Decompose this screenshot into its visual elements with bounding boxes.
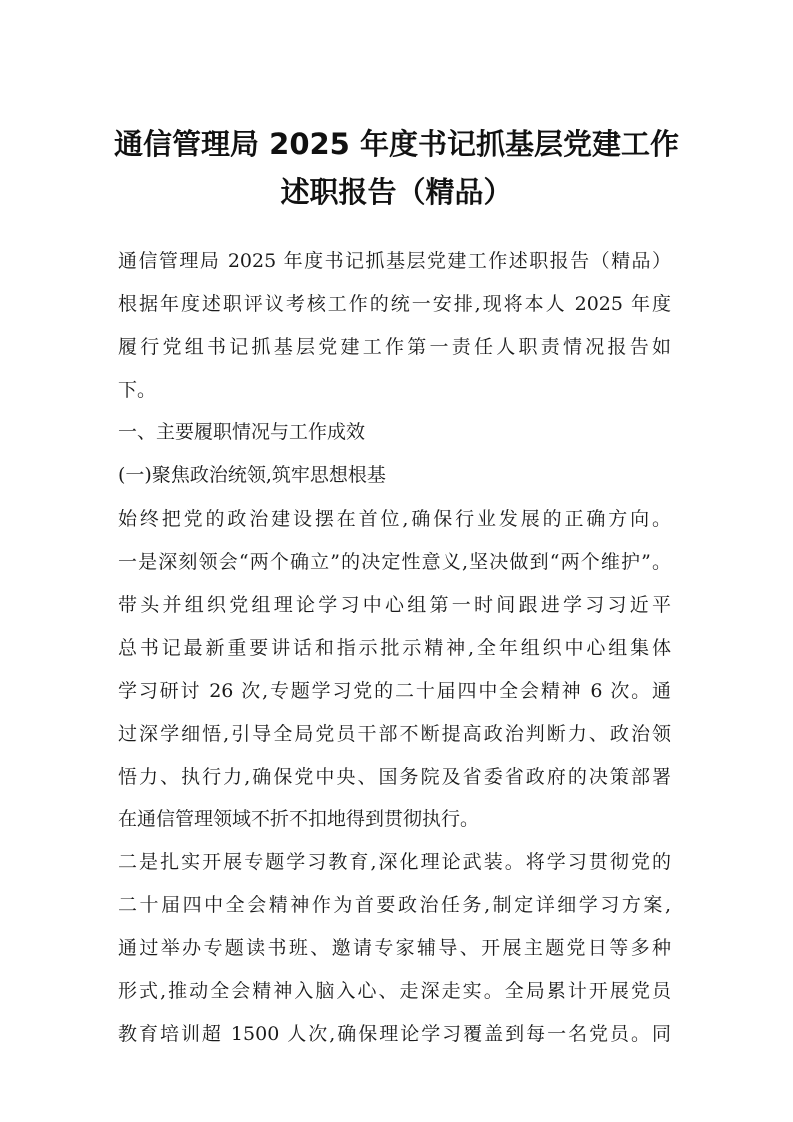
paragraph-line: 总书记最新重要讲话和指示批示精神,全年组织中心组集体 (118, 637, 671, 659)
paragraph-line: 过深学细悟,引导全局党员干部不断提高政治判断力、政治领 (118, 723, 671, 745)
paragraph-line: 二十届四中全会精神作为首要政治任务,制定详细学习方案, (118, 894, 671, 916)
paragraph-line: 始终把党的政治建设摆在首位,确保行业发展的正确方向。 (118, 508, 671, 530)
paragraph-line: 在通信管理领域不折不扣地得到贯彻执行。 (118, 808, 480, 830)
paragraph-line: 二是扎实开展专题学习教育,深化理论武装。将学习贯彻党的 (118, 851, 671, 873)
paragraph-line: 悟力、执行力,确保党中央、国务院及省委省政府的决策部署 (118, 766, 671, 788)
subsection-heading: (一)聚焦政治统领,筑牢思想根基 (118, 464, 386, 486)
document-title-line-2: 述职报告（精品） (280, 175, 513, 209)
paragraph-line: 通过举办专题读书班、邀请专家辅导、开展主题党日等多种 (118, 937, 671, 959)
paragraph-line: 形式,推动全会精神入脑入心、走深走实。全局累计开展党员 (118, 980, 671, 1002)
paragraph-line: 履行党组书记抓基层党建工作第一责任人职责情况报告如 (118, 336, 671, 358)
paragraph-line: 通信管理局 2025 年度书记抓基层党建工作述职报告（精品） (118, 250, 671, 272)
paragraph-line: 下。 (118, 379, 157, 401)
paragraph-line: 根据年度述职评议考核工作的统一安排,现将本人 2025 年度 (118, 293, 671, 315)
section-heading: 一、主要履职情况与工作成效 (118, 421, 366, 443)
paragraph-line: 学习研讨 26 次,专题学习党的二十届四中全会精神 6 次。通 (118, 680, 671, 702)
paragraph-line: 带头并组织党组理论学习中心组第一时间跟进学习习近平 (118, 594, 671, 616)
document-title-line-1: 通信管理局 2025 年度书记抓基层党建工作 (114, 127, 679, 161)
paragraph-line: 教育培训超 1500 人次,确保理论学习覆盖到每一名党员。同 (118, 1023, 671, 1045)
paragraph-line: 一是深刻领会“两个确立”的决定性意义,坚决做到“两个维护”。 (118, 551, 671, 573)
